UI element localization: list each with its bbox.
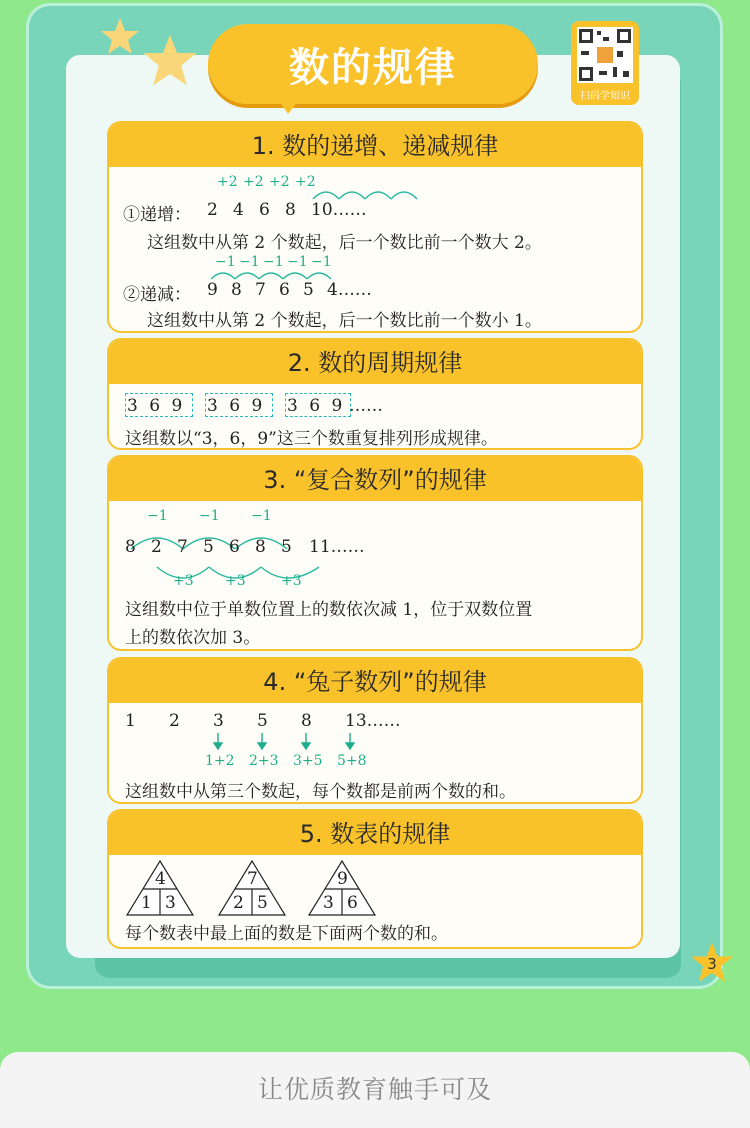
star-decoration-icon <box>100 16 140 56</box>
row-label: ①递增： <box>123 205 191 225</box>
footer-bar <box>0 1052 750 1128</box>
repeat-group-numbers: 3 6 9 <box>287 396 343 416</box>
repeat-group-numbers: 3 6 9 <box>207 396 263 416</box>
step-label: +3 <box>173 573 194 589</box>
sum-label: 3+5 <box>293 753 323 769</box>
number: 8 <box>255 537 266 557</box>
card-heading: 3. “复合数列”的规律 <box>109 457 641 501</box>
card-increase-decrease <box>107 121 643 333</box>
step-label: −1 <box>215 254 236 270</box>
number: 6 <box>279 280 290 300</box>
number: 8 <box>301 711 312 731</box>
number: 5 <box>303 280 314 300</box>
number: 7 <box>177 537 188 557</box>
qr-label: 扫码学知识 <box>580 91 630 102</box>
star-decoration-icon <box>142 32 198 88</box>
table-left: 2 <box>233 893 244 913</box>
step-label: +2 <box>269 174 290 190</box>
description: 这组数中从第三个数起，每个数都是前两个数的和。 <box>125 782 516 802</box>
number: 10…… <box>311 200 367 220</box>
step-label: +2 <box>243 174 264 190</box>
number: 8 <box>231 280 242 300</box>
card-heading: 2. 数的周期规律 <box>109 340 641 384</box>
card-number-table <box>107 809 643 949</box>
number: 5 <box>281 537 292 557</box>
step-label: −1 <box>199 508 220 524</box>
description: 这组数中位于单数位置上的数依次减 1，位于双数位置 <box>125 600 533 620</box>
step-label: −1 <box>311 254 332 270</box>
number: 6 <box>229 537 240 557</box>
description: 上的数依次加 3。 <box>125 628 261 648</box>
table-top: 7 <box>247 869 258 889</box>
step-label: +3 <box>225 573 246 589</box>
description: 每个数表中最上面的数是下面两个数的和。 <box>125 924 448 944</box>
page-title: 数的规律 <box>289 45 457 91</box>
table-right: 3 <box>165 893 176 913</box>
sum-label: 2+3 <box>249 753 279 769</box>
number: 2 <box>169 711 180 731</box>
table-top: 9 <box>337 869 348 889</box>
qr-code-badge[interactable] <box>571 21 639 105</box>
description: 这组数中从第 2 个数起，后一个数比前一个数大 2。 <box>147 233 542 253</box>
ellipsis: …… <box>349 396 383 416</box>
number: 3 <box>213 711 224 731</box>
number: 9 <box>207 280 218 300</box>
step-label: −1 <box>287 254 308 270</box>
card-periodic <box>107 338 643 450</box>
step-label: −1 <box>147 508 168 524</box>
number: 11…… <box>309 537 365 557</box>
card-compound-sequence <box>107 455 643 651</box>
table-top: 4 <box>155 869 166 889</box>
number: 5 <box>203 537 214 557</box>
down-arrows <box>109 731 389 751</box>
number: 13…… <box>345 711 401 731</box>
card-rabbit-sequence <box>107 657 643 804</box>
table-right: 5 <box>257 893 268 913</box>
table-left: 1 <box>141 893 152 913</box>
qr-code-icon[interactable] <box>577 27 633 83</box>
page-number: 3 <box>707 955 717 973</box>
card-heading: 5. 数表的规律 <box>109 811 641 855</box>
number: 4…… <box>327 280 372 300</box>
number: 5 <box>257 711 268 731</box>
step-label: −1 <box>251 508 272 524</box>
step-label: +3 <box>281 573 302 589</box>
repeat-group-numbers: 3 6 9 <box>127 396 183 416</box>
table-left: 3 <box>323 893 334 913</box>
description: 这组数以“3，6，9”这三个数重复排列形成规律。 <box>125 429 498 449</box>
card-heading: 1. 数的递增、递减规律 <box>109 123 641 167</box>
footer-slogan: 让优质教育触手可及 <box>257 1075 492 1104</box>
number: 6 <box>259 200 270 220</box>
number: 8 <box>285 200 296 220</box>
table-right: 6 <box>347 893 358 913</box>
description: 这组数中从第 2 个数起，后一个数比前一个数小 1。 <box>147 311 542 331</box>
sum-label: 1+2 <box>205 753 235 769</box>
number: 8 <box>125 537 136 557</box>
step-label: +2 <box>295 174 316 190</box>
step-label: −1 <box>263 254 284 270</box>
title-banner <box>208 24 538 104</box>
number: 7 <box>255 280 266 300</box>
number: 4 <box>233 200 244 220</box>
row-label: ②递减： <box>123 285 191 305</box>
card-heading: 4. “兔子数列”的规律 <box>109 659 641 703</box>
step-label: +2 <box>217 174 238 190</box>
number: 1 <box>125 711 136 731</box>
number: 2 <box>151 537 162 557</box>
step-label: −1 <box>239 254 260 270</box>
number: 2 <box>207 200 218 220</box>
sum-label: 5+8 <box>337 753 367 769</box>
